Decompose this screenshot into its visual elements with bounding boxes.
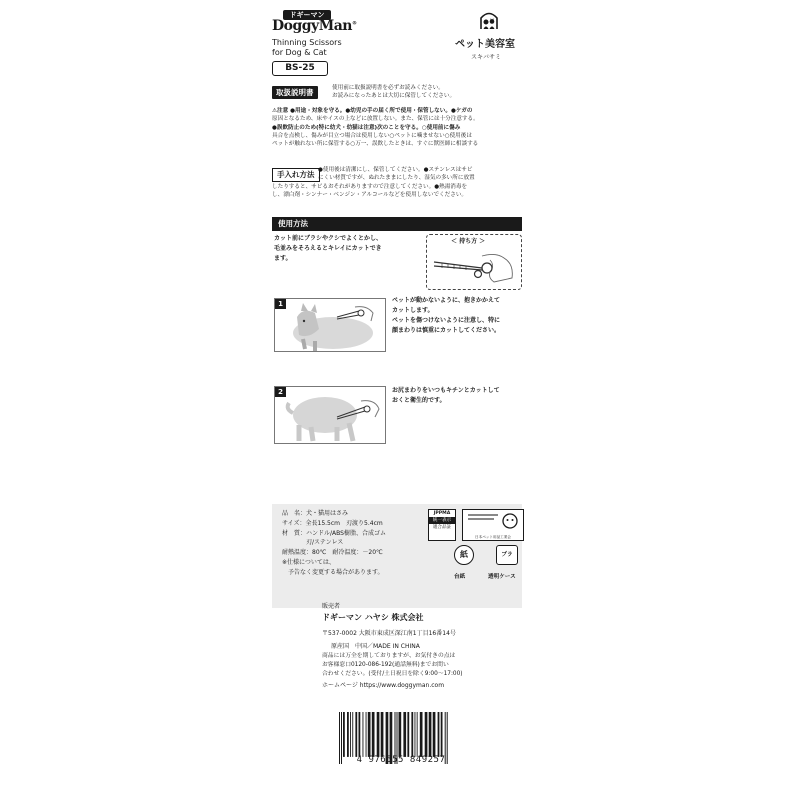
product-subtitle-jp: スキバサミ — [471, 54, 502, 61]
barcode-bar — [429, 712, 432, 757]
pet-assoc-mark: 日本ペット用品工業会 — [462, 509, 524, 541]
barcode-number: 4 976555 849257 — [356, 755, 446, 765]
caution-text: ⚠注意 ●用途・対象を守る。●幼児の手の届く所で使用・保管しない。●ケガの 原因となるため、床やイスの上などに放置しない。また、保管には十分注意する。 ●誤飲防止のため(特に幼犬・幼猫は注意)次のことを守る。○使用前に傷み 具合を点検し、傷みが目立つ場合は使用しない○ペットに噛ませない○使用後は ペットが触れない所に保管する○万一、誤飲したときは、すぐに獣医師に相談する — [272, 108, 479, 148]
barcode-bar — [359, 712, 361, 757]
barcode-bar — [420, 712, 423, 757]
spec-text: 品 名：犬・猫用はさみ サイズ：全長15.5cm 刃渡り5.4cm 材 質：ハンドル/ABS樹脂、合成ゴム 刃/ステンレス 耐熱温度：80℃ 耐冷温度：－20℃ ※仕様については、 予告なく変更する場合があります。 — [282, 510, 386, 576]
brand-badge: ドギーマン — [283, 10, 331, 20]
barcode-bar — [377, 712, 380, 757]
product-title-en: Thinning Scissors for Dog & Cat — [272, 38, 342, 57]
barcode-bar — [407, 712, 409, 757]
step-1-illustration: 1 — [274, 298, 386, 352]
barcode-bar — [347, 712, 349, 757]
product-title-jp: ペット美容室 — [455, 39, 515, 50]
usage-intro: カット前にブラシやクシでよくとかし、 毛並みをそろえるとキレイにカットでき ます。 — [274, 235, 382, 262]
barcode-bar — [368, 712, 371, 757]
hold-label: ＜ 持ち方 ＞ — [451, 238, 486, 245]
barcode-bar — [415, 712, 416, 757]
dog-held-icon — [275, 299, 385, 351]
care-text: ●使用後は清潔にし、保管してください。●ステンレスはサビ にくい材質ですが、ぬれたままにしたり、湿気の多い所に放置 — [318, 167, 475, 182]
care-text-cont: したりすると、サビるおそれがありますので注意してください。●熱湯消毒を し、漂白剤・シンナー・ベンジン・アルコールなどを使用しないでください。 — [272, 184, 468, 199]
usage-title: 使用方法 — [272, 217, 522, 231]
pet-assoc-icon — [464, 510, 522, 530]
barcode-bar — [363, 712, 364, 757]
barcode-bar — [403, 712, 406, 757]
step-2-text: お尻まわりをいつもキチンとカットして おくと衛生的です。 — [392, 387, 500, 404]
manual-tag: 取扱説明書 — [272, 86, 318, 99]
homepage-link[interactable]: ホームページ https://www.doggyman.com — [322, 682, 445, 689]
barcode-bar — [399, 712, 402, 757]
care-tag: 手入れ方法 — [272, 168, 320, 182]
barcode-bar — [425, 712, 428, 757]
dog-rear-icon — [275, 387, 385, 443]
barcode-bar — [433, 712, 436, 757]
pet-salon-icon — [478, 9, 500, 31]
barcode-bar — [441, 712, 443, 757]
barcode-bar — [343, 712, 345, 757]
barcode-bar — [411, 712, 413, 757]
barcode-bar — [381, 712, 384, 757]
customer-notice: 商品には万全を期しておりますが、お気付きの点は お客様窓口0120-086-192(通話無料)までお問い 合わせください。(受付/土日祝日を除く9:00～17:00) — [322, 653, 463, 677]
seller-label: 販売者 — [322, 603, 341, 610]
barcode-bar — [438, 712, 440, 757]
plastic-recycle-icon: プラ — [496, 545, 518, 565]
manual-text: 使用前に取扱説明書を必ずお読みください。 お読みになったあとは大切に保管してください。 — [332, 85, 456, 100]
barcode-bar — [366, 712, 367, 757]
paper-recycle-icon: 紙 — [454, 545, 474, 565]
barcode-bar — [350, 712, 351, 757]
brand-logo: DoggyMan® — [272, 18, 357, 34]
country-of-origin: 原産国 中国／MADE IN CHINA — [331, 643, 420, 650]
barcode-bar — [417, 712, 418, 757]
company-name: ドギーマン ハヤシ 株式会社 — [322, 613, 424, 622]
product-code: BS-25 — [272, 61, 328, 76]
company-address: 〒537-0002 大阪市東成区深江南1丁目16番14号 — [322, 630, 456, 637]
barcode-bar — [372, 712, 375, 757]
barcode-bar — [355, 712, 357, 757]
paper-label: 台紙 — [454, 574, 466, 580]
jppma-mark: JPPMA 統一表示 適合品証 — [428, 509, 456, 541]
scissors-hand-icon — [430, 244, 518, 286]
step-2-illustration: 2 — [274, 386, 386, 444]
plastic-label: 透明ケース — [488, 574, 516, 580]
step-1-text: ペットが動かないように、抱きかかえて カットします。 ペットを傷つけないように注意し、特に 顔まわりは慎重にカットしてください。 — [392, 297, 501, 334]
barcode-bar — [352, 712, 353, 757]
